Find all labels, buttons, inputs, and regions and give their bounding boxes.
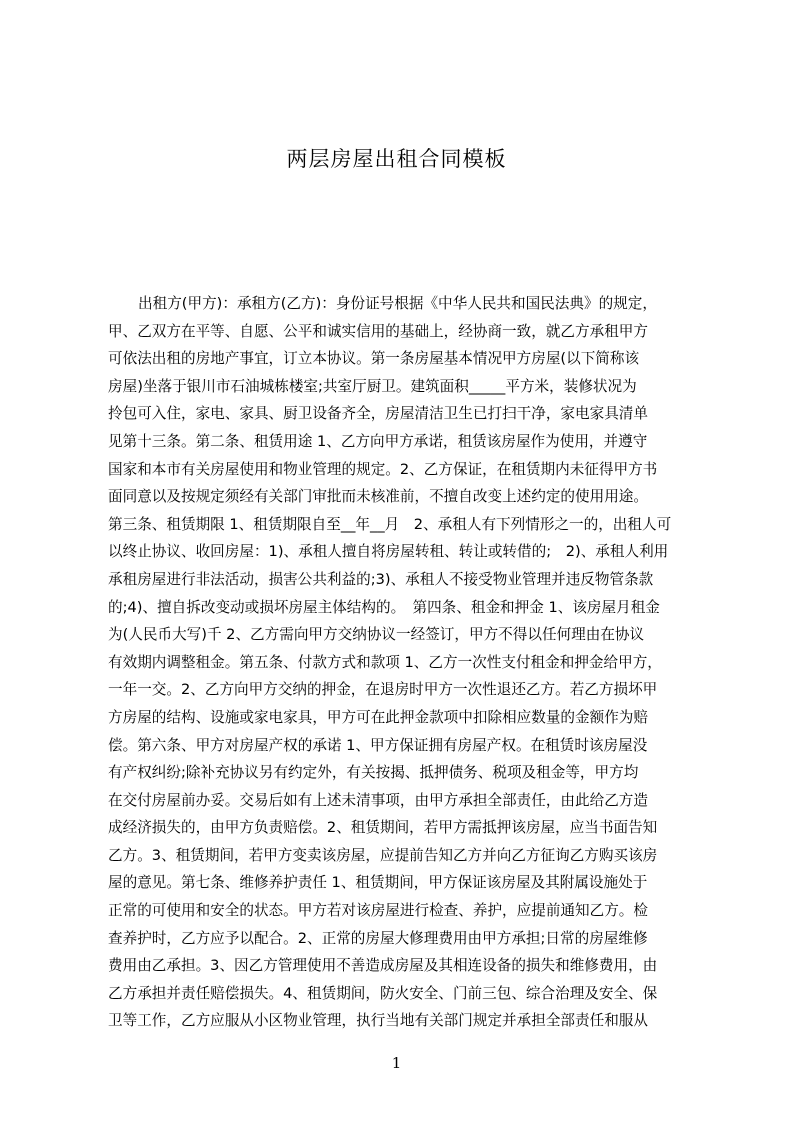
- paragraph-line: 的;4)、擅自拆改变动或损坏房屋主体结构的。 第四条、租金和押金 1、该房屋月租金: [108, 598, 660, 616]
- paragraph-line: 费用由乙承担。3、因乙方管理使用不善造成房屋及其相连设备的损失和维修费用，由: [108, 957, 658, 975]
- paragraph-line: 偿。第六条、甲方对房屋产权的承诺 1、甲方保证拥有房屋产权。在租赁时该房屋没: [108, 736, 648, 754]
- paragraph-line: 拎包可入住，家电、家具、厨卫设备齐全，房屋清洁卫生已打扫干净，家电家具清单: [108, 405, 648, 423]
- paragraph-line: 承租房屋进行非法活动，损害公共利益的;3)、承租人不接受物业管理并违反物管条款: [108, 570, 654, 588]
- contract-body: [108, 290, 698, 1035]
- page-number: 1: [391, 1054, 402, 1072]
- paragraph-first-line: 出租方(甲方)：承租方(乙方)：身份证号根据《中华人民共和国民法典》的规定，: [138, 295, 657, 312]
- paragraph-line: 正常的可使用和安全的状态。甲方若对该房屋进行检查、养护，应提前通知乙方。检: [108, 902, 648, 920]
- paragraph-line: 方房屋的结构、设施或家电家具，甲方可在此押金款项中扣除相应数量的金额作为赔: [108, 708, 648, 726]
- paragraph-line: 甲、乙双方在平等、自愿、公平和诚实信用的基础上，经协商一致，就乙方承租甲方: [108, 322, 648, 340]
- paragraph-line: 一年一交。2、乙方向甲方交纳的押金，在退房时甲方一次性退还乙方。若乙方损坏甲: [108, 681, 658, 699]
- paragraph-line: 有产权纠纷;除补充协议另有约定外，有关按揭、抵押债务、税项及租金等，甲方均: [108, 764, 639, 782]
- paragraph-line: 屋的意见。第七条、维修养护责任 1、租赁期间，甲方保证该房屋及其附属设施处于: [108, 874, 648, 892]
- paragraph-line: 为(人民币大写)千 2、乙方需向甲方交纳协议一经签订，甲方不得以任何理由在协议: [108, 626, 645, 644]
- paragraph-line: 查养护时，乙方应予以配合。2、正常的房屋大修理费用由甲方承担;日常的房屋维修: [108, 929, 648, 947]
- paragraph-line: 第三条、租赁期限 1、租赁期限自至__年__月 2、承租人有下列情形之一的，出租人可: [108, 515, 672, 533]
- paragraph-line: 国家和本市有关房屋使用和物业管理的规定。2、乙方保证，在租赁期内未征得甲方书: [108, 460, 658, 478]
- paragraph-line: 乙方。3、租赁期间，若甲方变卖该房屋，应提前告知乙方并向乙方征询乙方购买该房: [108, 846, 658, 864]
- paragraph-line: 见第十三条。第二条、租赁用途 1、乙方向甲方承诺，租赁该房屋作为使用，并遵守: [108, 432, 648, 450]
- document-title: 两层房屋出租合同模板: [286, 147, 507, 171]
- paragraph-line: 有效期内调整租金。第五条、付款方式和款项 1、乙方一次性支付租金和押金给甲方，: [108, 653, 662, 671]
- paragraph-line: 成经济损失的，由甲方负责赔偿。2、租赁期间，若甲方需抵押该房屋，应当书面告知: [108, 819, 658, 837]
- paragraph-line: 卫等工作，乙方应服从小区物业管理，执行当地有关部门规定并承担全部责任和服从: [108, 1012, 648, 1030]
- paragraph-line: 乙方承担并责任赔偿损失。4、租赁期间，防火安全、门前三包、综合治理及安全、保: [108, 984, 658, 1002]
- paragraph-line: 房屋)坐落于银川市石油城栋楼室;共室厅厨卫。建筑面积_____平方米，装修状况为: [108, 377, 637, 395]
- paragraph-line: 在交付房屋前办妥。交易后如有上述未清事项，由甲方承担全部责任，由此给乙方造: [108, 791, 648, 809]
- paragraph-line: 以终止协议、收回房屋：1)、承租人擅自将房屋转租、转让或转借的; 2)、承租人利用: [108, 543, 669, 561]
- paragraph-line: 可依法出租的房地产事宜，订立本协议。第一条房屋基本情况甲方房屋(以下简称该: [108, 350, 640, 368]
- paragraph-line: 面同意以及按规定须经有关部门审批而未核准前，不擅自改变上述约定的使用用途。: [108, 488, 648, 506]
